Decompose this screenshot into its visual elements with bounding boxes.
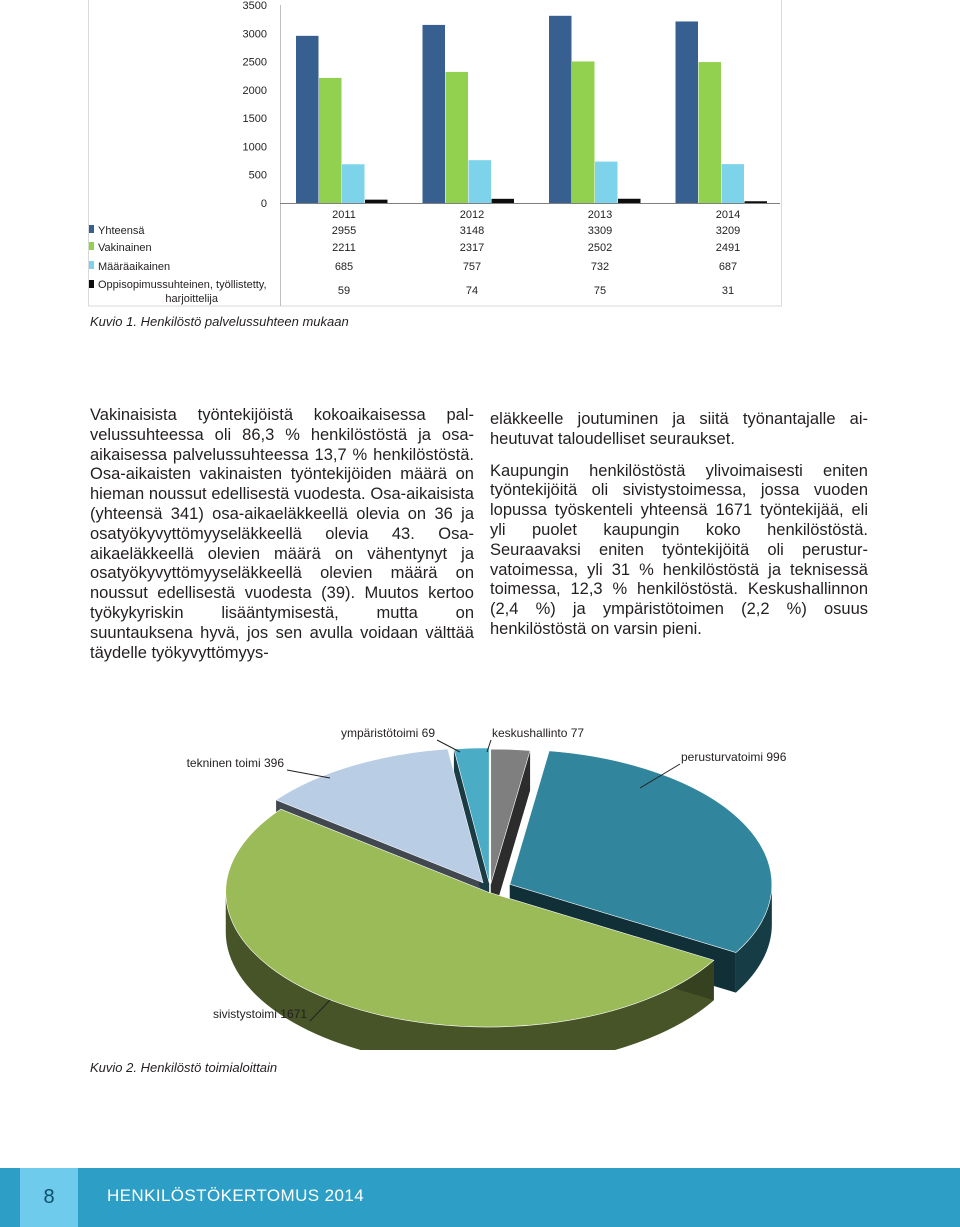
bar-määräaikainen-2014: [722, 164, 745, 203]
table-value: 732: [590, 261, 610, 273]
table-value: 31: [721, 285, 735, 297]
legend-label: Määräaikainen: [98, 261, 171, 273]
y-tick-label: 2000: [242, 84, 267, 97]
x-tick-label: 2013: [587, 209, 613, 221]
table-value: 2317: [459, 242, 485, 254]
paragraph-right-2: Kaupungin henkilöstöstä ylivoimaisesti eniten työntekijöitä oli sivistystoimessa, jossa vuoden lopussa työskenteli yhteensä 1671 työntekijää, eli yli puolet kaupungin koko henkilöstöstä. Seuraavaksi eniten työntekijöitä oli perusturvatoimessa, yli 31 % henkilöstöstä ja teknisessä toimessa, 12,3 % henkilöstöstä. Keskushallinnon (2,4 %) ja ympäristötoimen (2,2 %) osuus henkilöstöstä on varsin pieni.: [490, 461, 868, 638]
legend-swatch-4: [89, 280, 94, 288]
caption-2-prefix: Kuvio 2.: [90, 1060, 137, 1075]
table-value: 59: [337, 285, 351, 297]
y-tick-label: 500: [248, 169, 267, 182]
legend-swatch-1: [89, 225, 94, 233]
caption-1-prefix: Kuvio 1.: [90, 314, 137, 329]
figure-1-caption: [90, 314, 349, 329]
bar-määräaikainen-2011: [342, 164, 365, 203]
table-value: 3148: [459, 225, 485, 237]
table-value: 2502: [587, 242, 613, 254]
bar-oppisopimussuhteinen-2014: [745, 201, 768, 203]
figure-1-bar-chart: [0, 0, 960, 310]
x-tick-label: 2014: [715, 209, 741, 221]
pie-label-perusturvatoimi: perusturvatoimi 996: [681, 750, 787, 764]
figure-2-caption: [90, 1060, 277, 1075]
table-value: 757: [462, 261, 482, 273]
bar-yhteensä-2013: [549, 16, 572, 203]
y-tick-label: 3500: [242, 0, 267, 12]
pie-label-tekninen-toimi: tekninen toimi 396: [186, 756, 284, 770]
legend-label-line-1: Oppisopimussuhteinen, työllistetty,: [98, 279, 267, 291]
table-value: 2211: [332, 242, 356, 254]
y-tick-label: 0: [260, 198, 267, 210]
pie-chart-svg: [0, 700, 960, 1050]
pie-label-sivistystoimi: sivistystoimi 1671: [212, 1007, 307, 1021]
table-value: 3309: [587, 225, 613, 237]
x-tick-label: 2012: [459, 209, 485, 221]
bar-määräaikainen-2013: [595, 162, 618, 203]
table-value: 75: [593, 285, 607, 297]
legend-label: Vakinainen: [98, 242, 152, 254]
pie-label-keskushallinto: keskushallinto 77: [492, 726, 585, 740]
legend-label-line-2: harjoittelija: [165, 293, 218, 305]
bar-vakinainen-2013: [572, 61, 595, 203]
bar-oppisopimussuhteinen-2011: [365, 200, 388, 203]
paragraph-left: Vakinaisista työntekijöistä kokoaikaisessa palvelussuhteessa oli 86,3 % henkilöstöstä ja osaaikaisessa palvelussuhteessa 13,7 % henkilöstöstä. Osa-aikaisten vakinaisten työntekijöiden määrä on hieman noussut edellisestä vuodesta. Osa-aikaisista (yhteensä 341) osa-aikaeläkkeellä olevia on 36 ja osatyökyvyttömyyseläkkeellä olevia 43. Osa-aikaeläkkeellä olevien määrä on vähentynyt ja osatyökyvyttömyyseläkkeellä olevien määrä on noussut edellisestä vuodesta (39). Muutos kertoo työkykyriskin lisääntymisestä, mutta on suuntauksena hyvä, jos sen avulla voidaan välttää täydelle työkyvyttömyys-: [90, 406, 474, 662]
table-value: 685: [334, 261, 354, 273]
bar-vakinainen-2014: [699, 62, 722, 203]
legend-swatch-3: [89, 261, 94, 269]
table-value: 2955: [331, 225, 357, 237]
bar-chart-svg: [0, 0, 960, 310]
bar-oppisopimussuhteinen-2012: [492, 199, 515, 203]
legend-swatch-2: [89, 242, 94, 250]
page-footer: [0, 1168, 960, 1227]
y-tick-label: 2500: [242, 56, 267, 69]
caption-1-text: Henkilöstö palvelussuhteen mukaan: [136, 314, 349, 329]
table-value: 2491: [715, 242, 741, 254]
figure-2-pie-chart: [0, 700, 960, 1050]
bar-oppisopimussuhteinen-2013: [618, 199, 641, 203]
paragraph-right-1: eläkkeelle joutuminen ja siitä työnantajalle aiheutuvat taloudelliset seuraukset.: [490, 410, 868, 448]
bar-yhteensä-2012: [423, 25, 446, 203]
table-value: 3209: [715, 225, 741, 237]
pie-label-ympäristötoimi: ympäristötoimi 69: [340, 726, 435, 740]
y-tick-label: 3000: [242, 28, 267, 41]
x-tick-label: 2011: [332, 209, 356, 221]
pie-leader-line: [287, 770, 330, 778]
page-number: 8: [43, 1186, 55, 1208]
text-column-right: [490, 410, 868, 640]
bar-yhteensä-2011: [296, 36, 319, 203]
table-value: 74: [465, 285, 479, 297]
bar-vakinainen-2011: [319, 78, 342, 203]
bar-yhteensä-2014: [676, 21, 699, 203]
y-tick-label: 1500: [242, 113, 267, 126]
caption-2-text: Henkilöstö toimialoittain: [136, 1060, 278, 1075]
table-value: 687: [718, 261, 738, 273]
legend-label: Yhteensä: [98, 225, 145, 237]
text-column-left: [90, 406, 474, 663]
bar-määräaikainen-2012: [469, 160, 492, 203]
bar-vakinainen-2012: [446, 72, 469, 203]
document-title: HENKILÖSTÖKERTOMUS 2014: [107, 1186, 365, 1205]
y-tick-label: 1000: [242, 141, 267, 154]
